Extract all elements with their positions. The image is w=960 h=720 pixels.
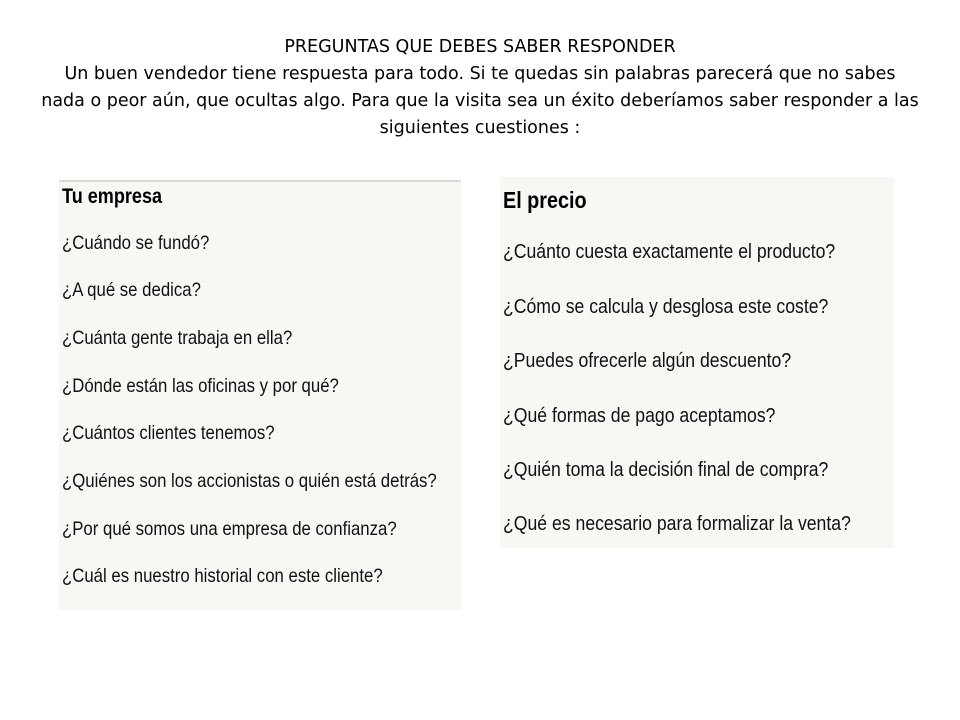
- company-questions-panel: [59, 180, 461, 610]
- price-questions-panel: [500, 177, 894, 548]
- company-heading: Tu empresa: [62, 185, 163, 208]
- slide-header: [40, 34, 920, 142]
- price-question-cost: ¿Cuánto cuesta exactamente el producto?: [503, 240, 836, 263]
- price-heading: El precio: [503, 187, 587, 213]
- price-question-breakdown: ¿Cómo se calcula y desglosa este coste?: [503, 295, 829, 318]
- intro-paragraph: Un buen vendedor tiene respuesta para todo. Si te quedas sin palabras parecerá que no sabes nada o peor aún, que ocultas algo. Para que la visita sea un éxito deberíamos saber responder a las siguientes cuestiones :: [41, 64, 919, 138]
- price-question-payment: ¿Qué formas de pago aceptamos?: [503, 404, 776, 427]
- company-question-employees: ¿Cuánta gente trabaja en ella?: [62, 327, 293, 349]
- page-title: PREGUNTAS QUE DEBES SABER RESPONDER: [284, 37, 676, 57]
- company-question-founded: ¿Cuándo se fundó?: [62, 232, 210, 254]
- company-question-shareholders: ¿Quiénes son los accionistas o quién está detrás?: [62, 470, 437, 492]
- company-question-offices: ¿Dónde están las oficinas y por qué?: [62, 375, 339, 397]
- company-question-clients: ¿Cuántos clientes tenemos?: [62, 422, 275, 444]
- company-question-history: ¿Cuál es nuestro historial con este cliente?: [62, 565, 383, 587]
- company-question-trust: ¿Por qué somos una empresa de confianza?: [62, 518, 397, 540]
- price-question-decision: ¿Quién toma la decisión final de compra?: [503, 458, 829, 481]
- company-question-business: ¿A qué se dedica?: [62, 279, 201, 301]
- price-question-formalize: ¿Qué es necesario para formalizar la venta?: [503, 512, 851, 535]
- price-question-discount: ¿Puedes ofrecerle algún descuento?: [503, 349, 792, 372]
